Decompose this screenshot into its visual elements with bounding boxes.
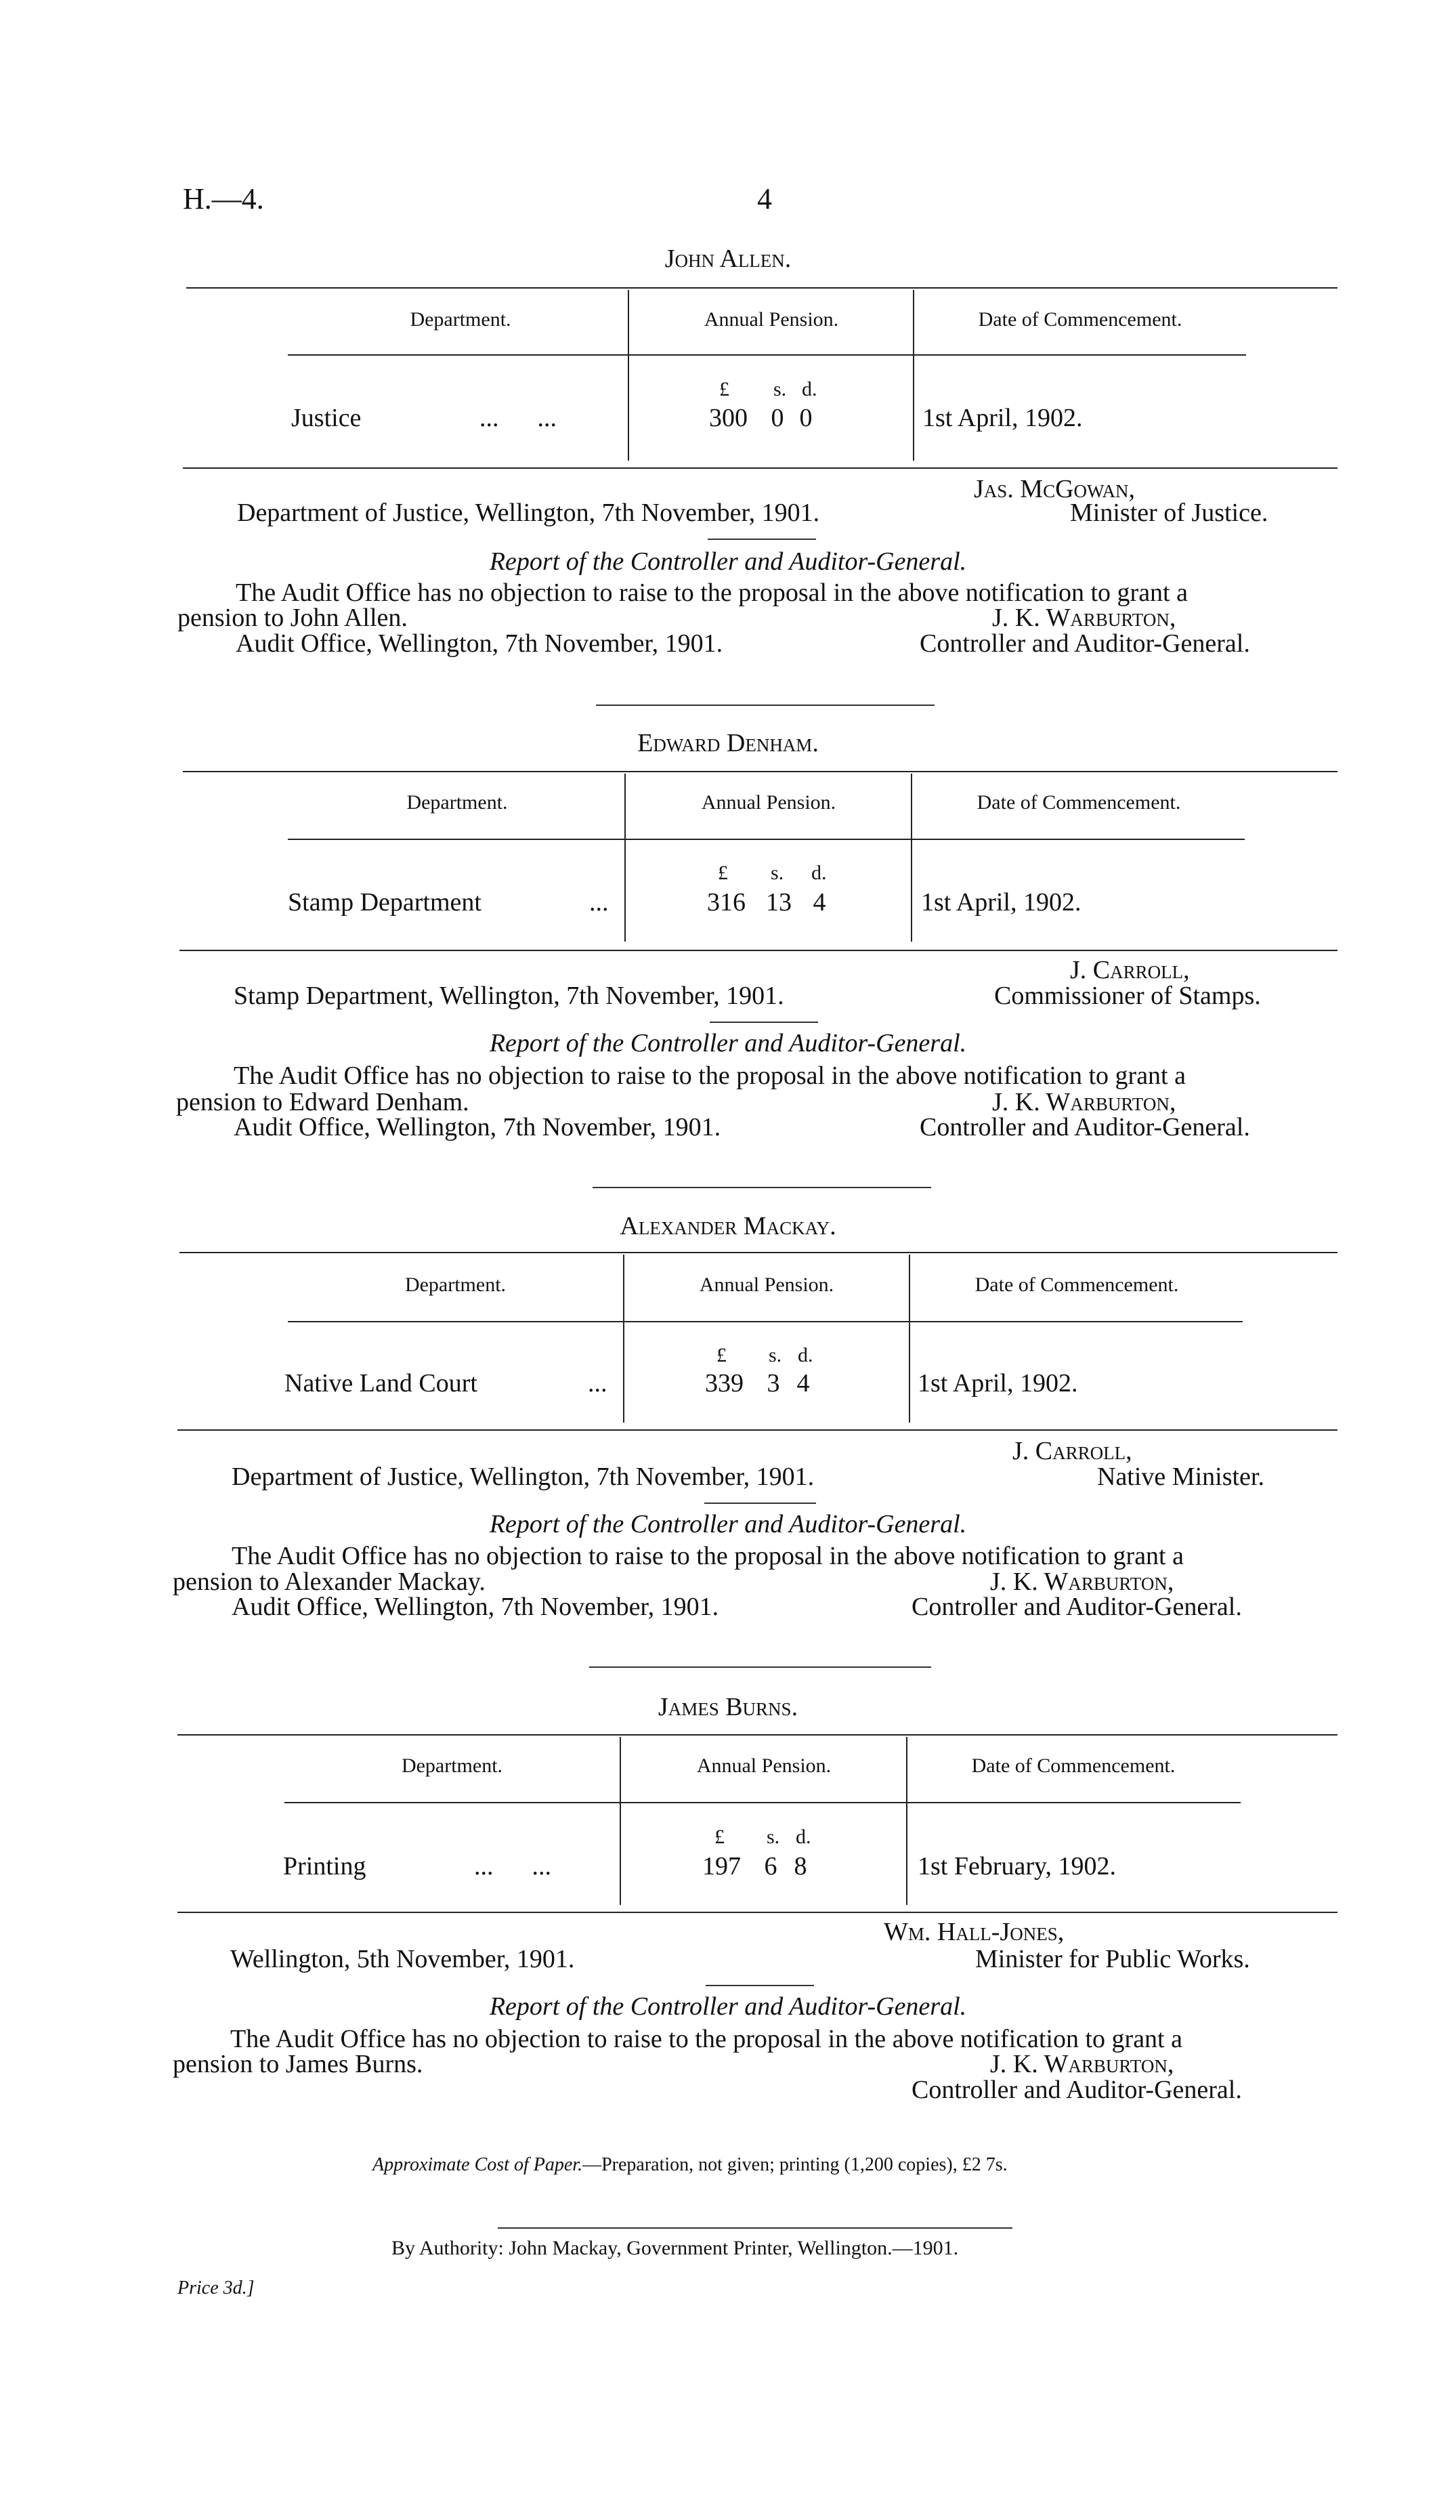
header-annual-pension: Annual Pension.	[696, 1755, 832, 1777]
commencement-date: 1st April, 1902.	[922, 404, 1083, 432]
pound-unit: £	[718, 862, 728, 884]
printer-authority: By Authority: John Mackay, Government Printer, Wellington.—1901.	[391, 2237, 959, 2259]
place-date: Wellington, 5th November, 1901.	[230, 1945, 575, 1973]
pence-value: 4	[796, 1369, 810, 1398]
table-bottom-rule	[177, 1429, 1337, 1431]
report-text: pension to John Allen.	[177, 604, 408, 632]
report-text: The Audit Office has no objection to raise to the proposal in the above notification to grant a	[232, 1542, 1184, 1570]
department-cell: Stamp Department	[288, 888, 481, 917]
cost-text: —Preparation, not given; printing (1,200 copies), £2 7s.	[582, 2154, 1008, 2175]
pence-value: 4	[813, 888, 826, 917]
header-department: Department.	[404, 1274, 507, 1296]
header-date: Date of Commencement.	[971, 1755, 1176, 1777]
auditor-name: J. K. Warburton,	[992, 604, 1176, 632]
pound-unit: £	[716, 1344, 727, 1366]
document-reference: H.—4.	[183, 182, 264, 215]
header-rule	[288, 839, 1245, 840]
signatory-title: Minister for Public Works.	[975, 1945, 1250, 1973]
signatory-name: J. Carroll,	[1070, 956, 1190, 984]
header-rule	[288, 354, 1246, 356]
report-title: Report of the Controller and Auditor-General.	[489, 1992, 967, 2021]
header-department: Department.	[410, 308, 511, 331]
place-date: Stamp Department, Wellington, 7th November, 1901.	[234, 982, 784, 1010]
shillings-value: 6	[764, 1852, 777, 1881]
short-rule	[704, 1503, 816, 1504]
header-date: Date of Commencement.	[978, 308, 1182, 331]
shilling-unit: s.	[771, 862, 784, 884]
place-date: Department of Justice, Wellington, 7th November, 1901.	[232, 1463, 815, 1491]
signatory-title: Native Minister.	[1097, 1463, 1264, 1491]
report-title: Report of the Controller and Auditor-General.	[489, 547, 967, 576]
auditor-name: J. K. Warburton,	[990, 1568, 1174, 1596]
column-divider	[909, 1255, 910, 1423]
report-text: The Audit Office has no objection to raise to the proposal in the above notification to grant a	[236, 579, 1188, 607]
auditor-title: Controller and Auditor-General.	[920, 629, 1250, 658]
header-department: Department.	[401, 1755, 503, 1777]
cost-label: Approximate Cost of Paper.	[372, 2154, 583, 2175]
auditor-title: Controller and Auditor-General.	[912, 2076, 1242, 2104]
short-rule	[706, 1985, 814, 1986]
place-date: Department of Justice, Wellington, 7th November, 1901.	[237, 499, 820, 527]
header-date: Date of Commencement.	[977, 791, 1181, 814]
short-rule	[708, 539, 816, 540]
signatory-title: Minister of Justice.	[1070, 499, 1268, 527]
column-divider	[620, 1737, 621, 1905]
shilling-unit: s.	[773, 378, 787, 400]
audit-place-date: Audit Office, Wellington, 7th November, 1901.	[236, 629, 723, 658]
report-title: Report of the Controller and Auditor-General.	[489, 1510, 967, 1538]
auditor-name: J. K. Warburton,	[990, 2050, 1174, 2078]
commencement-date: 1st April, 1902.	[918, 1369, 1078, 1398]
header-annual-pension: Annual Pension.	[701, 791, 836, 814]
pensioner-name: Alexander Mackay.	[620, 1212, 836, 1240]
audit-place-date: Audit Office, Wellington, 7th November, 1901.	[234, 1113, 721, 1141]
signatory-name: J. Carroll,	[1012, 1437, 1132, 1465]
price: Price 3d.]	[177, 2277, 255, 2298]
department-cell: Native Land Court	[284, 1369, 477, 1398]
header-annual-pension: Annual Pension.	[704, 308, 839, 331]
pensioner-name: John Allen.	[664, 245, 792, 273]
auditor-title: Controller and Auditor-General.	[912, 1593, 1242, 1621]
page-number: 4	[757, 182, 772, 215]
table-top-rule	[177, 1734, 1337, 1736]
footer-rule	[498, 2227, 1012, 2229]
pence-value: 8	[794, 1852, 807, 1881]
pounds-value: 339	[705, 1369, 744, 1398]
pence-unit: d.	[798, 1344, 813, 1366]
header-annual-pension: Annual Pension.	[699, 1274, 834, 1296]
report-title: Report of the Controller and Auditor-General.	[489, 1029, 967, 1057]
section-separator	[589, 1666, 931, 1668]
leader-dots: ...	[588, 1369, 607, 1398]
table-bottom-rule	[183, 467, 1337, 469]
table-bottom-rule	[179, 950, 1337, 951]
table-top-rule	[186, 287, 1337, 289]
report-text: The Audit Office has no objection to raise to the proposal in the above notification to grant a	[234, 1062, 1186, 1090]
auditor-name: J. K. Warburton,	[992, 1088, 1176, 1116]
pounds-value: 300	[709, 404, 748, 432]
department-cell: Justice	[291, 404, 362, 432]
table-top-rule	[183, 771, 1337, 772]
header-rule	[284, 1802, 1241, 1803]
report-text: pension to Edward Denham.	[176, 1088, 469, 1116]
header-rule	[288, 1321, 1243, 1322]
section-separator	[593, 1187, 931, 1188]
shilling-unit: s.	[767, 1826, 780, 1848]
pence-unit: d.	[802, 378, 817, 400]
table-top-rule	[179, 1252, 1337, 1253]
cost-of-paper-note	[372, 2154, 1008, 2176]
pensioner-name: Edward Denham.	[637, 729, 819, 757]
section-separator	[596, 705, 935, 706]
short-rule	[710, 1022, 818, 1023]
signatory-title: Commissioner of Stamps.	[994, 982, 1261, 1010]
shillings-value: 13	[766, 888, 792, 917]
column-divider	[911, 774, 912, 942]
leader-dots: ...	[589, 888, 609, 917]
pence-unit: d.	[811, 862, 827, 884]
report-text: pension to Alexander Mackay.	[173, 1568, 486, 1596]
pound-unit: £	[719, 378, 729, 400]
audit-place-date: Audit Office, Wellington, 7th November, 1901.	[232, 1593, 719, 1621]
signatory-name: Wm. Hall-Jones,	[884, 1918, 1065, 1946]
pensioner-name: James Burns.	[658, 1693, 798, 1721]
pounds-value: 197	[702, 1852, 741, 1881]
shilling-unit: s.	[769, 1344, 782, 1366]
auditor-title: Controller and Auditor-General.	[920, 1113, 1250, 1141]
department-cell: Printing	[283, 1852, 366, 1881]
pence-unit: d.	[796, 1826, 811, 1848]
shillings-value: 3	[767, 1369, 780, 1398]
signatory-name: Jas. McGowan,	[974, 475, 1136, 503]
pound-unit: £	[714, 1826, 725, 1848]
report-text: pension to James Burns.	[173, 2050, 423, 2078]
report-text: The Audit Office has no objection to raise to the proposal in the above notification to grant a	[230, 2025, 1182, 2053]
shillings-value: 0	[771, 404, 784, 432]
commencement-date: 1st April, 1902.	[921, 888, 1082, 917]
header-department: Department.	[406, 791, 508, 814]
pounds-value: 316	[707, 888, 746, 917]
table-bottom-rule	[177, 1912, 1337, 1913]
pence-value: 0	[799, 404, 813, 432]
header-date: Date of Commencement.	[975, 1274, 1179, 1296]
leader-dots: ... ...	[474, 1852, 551, 1881]
commencement-date: 1st February, 1902.	[918, 1852, 1117, 1881]
leader-dots: ... ...	[479, 404, 557, 432]
